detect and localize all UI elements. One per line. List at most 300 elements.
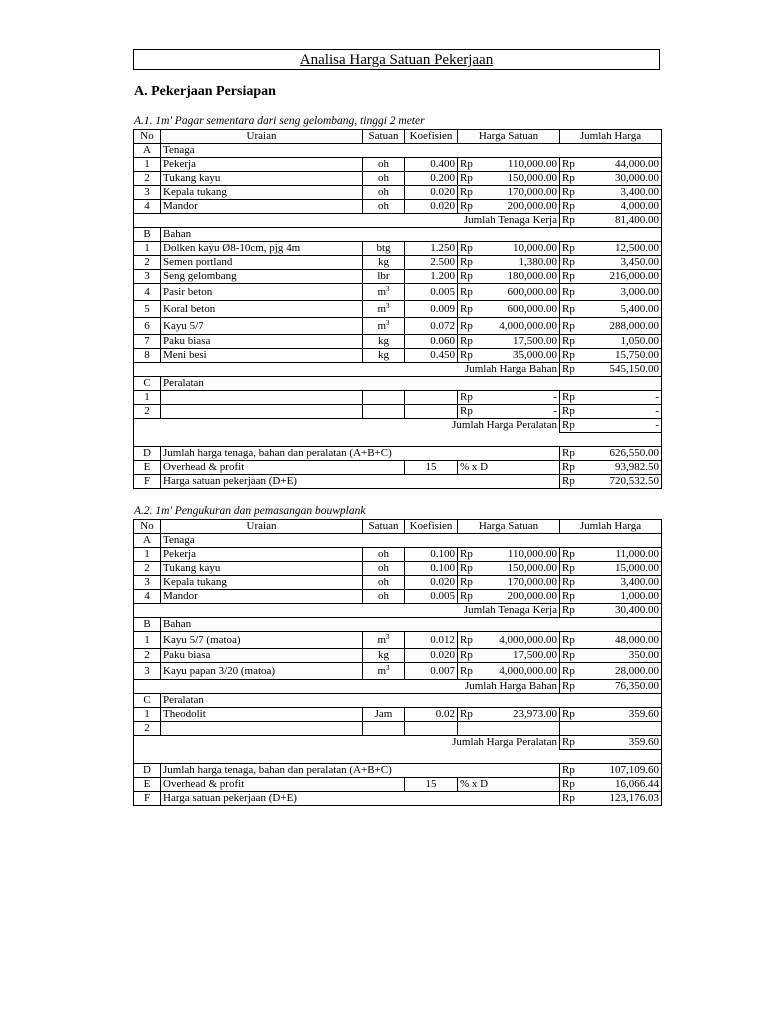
subtotal-label: Jumlah Tenaga Kerja: [161, 604, 560, 618]
table-row: [134, 391, 662, 405]
harga-value: 23,973.00: [513, 708, 557, 720]
summary-value: [560, 778, 662, 792]
currency-label: Rp: [562, 764, 575, 776]
summary-row-f: [134, 792, 662, 806]
item-satuan: [363, 722, 405, 736]
item-satuan-text: oh: [378, 158, 389, 170]
jumlah-value: -: [655, 405, 659, 417]
item-satuan-text: m: [377, 285, 387, 298]
item-satuan-text: m: [377, 319, 387, 332]
item-satuan: [363, 405, 405, 419]
item-koefisien: 0.007: [405, 663, 458, 680]
currency-label: Rp: [562, 256, 575, 268]
item-harga-satuan: [458, 335, 560, 349]
currency-label: Rp: [562, 302, 575, 315]
item-harga-satuan: [458, 722, 560, 736]
summary-label: Jumlah harga tenaga, bahan dan peralatan (A+B+C): [161, 764, 560, 778]
currency-label: Rp: [562, 363, 575, 375]
harga-value: 4,000,000.00: [499, 633, 557, 646]
jumlah-value: 216,000.00: [609, 270, 659, 282]
item-uraian: Theodolit: [161, 708, 363, 722]
item-jumlah-harga: [560, 632, 662, 649]
item-koefisien: 2.500: [405, 256, 458, 270]
item-satuan: [363, 576, 405, 590]
item-uraian: Semen portland: [161, 256, 363, 270]
harga-value: 110,000.00: [507, 548, 557, 560]
col-header-satuan: Satuan: [363, 520, 405, 534]
subtotal-amount: 545,150.00: [609, 363, 659, 375]
item-no: 2: [134, 256, 161, 270]
jumlah-value: -: [655, 391, 659, 403]
col-header-harga-satuan: Harga Satuan: [458, 130, 560, 144]
item-koefisien: 0.012: [405, 632, 458, 649]
item-no: 7: [134, 335, 161, 349]
currency-label: Rp: [562, 158, 575, 170]
summary-code: E: [134, 778, 161, 792]
item-harga-satuan: [458, 301, 560, 318]
item-no: 1: [134, 548, 161, 562]
summary-value: [560, 764, 662, 778]
harga-value: 150,000.00: [507, 172, 557, 184]
currency-label: Rp: [562, 778, 575, 790]
subtotal-amount: 81,400.00: [615, 214, 659, 226]
harga-value: 17,500.00: [513, 649, 557, 661]
jumlah-value: 4,000.00: [620, 200, 659, 212]
summary-label: Overhead & profit: [161, 778, 405, 792]
subtotal-amount: 30,400.00: [615, 604, 659, 616]
item-satuan-text: lbr: [377, 270, 390, 282]
col-header-uraian: Uraian: [161, 520, 363, 534]
subtotal-row: [134, 419, 662, 433]
harga-value: 1,380.00: [518, 256, 557, 268]
item-harga-satuan: [458, 391, 560, 405]
summary-value: [560, 461, 662, 475]
table-row: [134, 649, 662, 663]
jumlah-value: 359.60: [628, 708, 659, 720]
group-label: Peralatan: [161, 694, 662, 708]
item-koefisien: 1.250: [405, 242, 458, 256]
currency-label: Rp: [562, 562, 575, 574]
item-koefisien: 0.02: [405, 708, 458, 722]
item-no: 5: [134, 301, 161, 318]
subtotal-value: [560, 736, 662, 750]
item-no: 4: [134, 590, 161, 604]
item-satuan: [363, 335, 405, 349]
table-row: [134, 284, 662, 301]
item-no: 1: [134, 391, 161, 405]
unit-superscript: 3: [386, 301, 390, 310]
table-row: [134, 158, 662, 172]
group-code: B: [134, 618, 161, 632]
item-satuan: [363, 562, 405, 576]
item-harga-satuan: [458, 548, 560, 562]
subtotal-value: [560, 680, 662, 694]
a2-analysis-table: [133, 519, 662, 806]
group-code: A: [134, 534, 161, 548]
currency-label: Rp: [562, 242, 575, 254]
harga-value: -: [553, 391, 557, 403]
item-no: 2: [134, 562, 161, 576]
currency-label: Rp: [460, 708, 473, 720]
group-label: Tenaga: [161, 534, 662, 548]
item-uraian: Koral beton: [161, 301, 363, 318]
harga-value: 600,000.00: [507, 302, 557, 315]
item-koefisien: 0.020: [405, 576, 458, 590]
summary-code: F: [134, 475, 161, 489]
table-row: [134, 242, 662, 256]
a1-analysis-table: [133, 129, 662, 489]
item-koefisien: 0.020: [405, 186, 458, 200]
item-jumlah-harga: [560, 576, 662, 590]
col-header-harga-satuan: Harga Satuan: [458, 520, 560, 534]
table-row: [134, 562, 662, 576]
a1-caption: A.1. 1m' Pagar sementara dari seng gelombang, tinggi 2 meter: [134, 115, 425, 127]
item-uraian: [161, 722, 363, 736]
subtotal-value: [560, 214, 662, 228]
item-harga-satuan: [458, 349, 560, 363]
item-harga-satuan: [458, 284, 560, 301]
jumlah-value: 3,450.00: [620, 256, 659, 268]
summary-label: Harga satuan pekerjaan (D+E): [161, 475, 560, 489]
item-jumlah-harga: [560, 649, 662, 663]
currency-label: Rp: [562, 461, 575, 473]
currency-label: Rp: [460, 172, 473, 184]
item-jumlah-harga: [560, 548, 662, 562]
subtotal-value: [560, 419, 662, 433]
item-satuan-text: oh: [378, 548, 389, 560]
item-satuan: [363, 318, 405, 335]
item-harga-satuan: [458, 318, 560, 335]
harga-value: 170,000.00: [507, 576, 557, 588]
currency-label: Rp: [562, 576, 575, 588]
item-satuan-text: kg: [378, 349, 389, 361]
currency-label: Rp: [562, 708, 575, 720]
jumlah-value: 12,500.00: [615, 242, 659, 254]
currency-label: Rp: [460, 256, 473, 268]
item-satuan: [363, 301, 405, 318]
item-satuan-text: m: [377, 664, 387, 677]
item-uraian: [161, 391, 363, 405]
item-satuan: [363, 242, 405, 256]
subtotal-label: Jumlah Tenaga Kerja: [161, 214, 560, 228]
harga-value: 170,000.00: [507, 186, 557, 198]
subtotal-amount: 76,350.00: [615, 680, 659, 692]
table-row: [134, 172, 662, 186]
table-row: [134, 663, 662, 680]
item-jumlah-harga: [560, 708, 662, 722]
currency-label: Rp: [562, 590, 575, 602]
group-header: [134, 694, 662, 708]
jumlah-value: 3,000.00: [620, 285, 659, 298]
item-jumlah-harga: [560, 172, 662, 186]
currency-label: Rp: [460, 590, 473, 602]
a2-caption: A.2. 1m' Pengukuran dan pemasangan bouwplank: [134, 505, 366, 517]
group-label: Tenaga: [161, 144, 662, 158]
summary-row-d: [134, 447, 662, 461]
summary-row-e: [134, 778, 662, 792]
item-no: 4: [134, 200, 161, 214]
currency-label: Rp: [562, 604, 575, 616]
item-harga-satuan: [458, 405, 560, 419]
item-satuan: [363, 649, 405, 663]
currency-label: Rp: [562, 200, 575, 212]
unit-superscript: 3: [386, 318, 390, 327]
jumlah-value: 1,000.00: [620, 590, 659, 602]
item-koefisien: [405, 405, 458, 419]
table-row: [134, 200, 662, 214]
item-satuan: [363, 590, 405, 604]
item-no: 1: [134, 708, 161, 722]
harga-value: 4,000,000.00: [499, 319, 557, 332]
item-jumlah-harga: [560, 562, 662, 576]
item-satuan-text: oh: [378, 172, 389, 184]
currency-label: Rp: [460, 548, 473, 560]
jumlah-value: 48,000.00: [615, 633, 659, 646]
jumlah-value: 5,400.00: [620, 302, 659, 315]
item-jumlah-harga: [560, 722, 662, 736]
subtotal-value: [560, 604, 662, 618]
col-header-koefisien: Koefisien: [405, 130, 458, 144]
document-title: [133, 49, 660, 70]
item-uraian: Seng gelombang: [161, 270, 363, 284]
item-koefisien: 0.009: [405, 301, 458, 318]
group-header: [134, 228, 662, 242]
item-no: 6: [134, 318, 161, 335]
column-header-row: [134, 130, 662, 144]
item-no: 1: [134, 242, 161, 256]
harga-value: 17,500.00: [513, 335, 557, 347]
subtotal-label: Jumlah Harga Bahan: [161, 680, 560, 694]
currency-label: Rp: [562, 633, 575, 646]
currency-label: Rp: [460, 319, 473, 332]
overhead-unit: % x D: [458, 461, 560, 475]
item-no: 8: [134, 349, 161, 363]
currency-label: Rp: [562, 664, 575, 677]
overhead-percent: 15: [405, 778, 458, 792]
summary-label: Harga satuan pekerjaan (D+E): [161, 792, 560, 806]
item-no: 2: [134, 405, 161, 419]
section-title: A. Pekerjaan Persiapan: [134, 84, 276, 99]
currency-label: Rp: [562, 447, 575, 459]
item-koefisien: 0.072: [405, 318, 458, 335]
item-uraian: Paku biasa: [161, 335, 363, 349]
currency-label: Rp: [562, 475, 575, 487]
item-harga-satuan: [458, 562, 560, 576]
group-code: C: [134, 694, 161, 708]
item-koefisien: 0.450: [405, 349, 458, 363]
item-koefisien: 0.020: [405, 200, 458, 214]
item-satuan-text: oh: [378, 200, 389, 212]
currency-label: Rp: [460, 158, 473, 170]
item-jumlah-harga: [560, 391, 662, 405]
item-satuan-text: btg: [376, 242, 391, 254]
summary-amount: 720,532.50: [609, 475, 659, 487]
subtotal-row: [134, 363, 662, 377]
item-jumlah-harga: [560, 256, 662, 270]
item-koefisien: 1.200: [405, 270, 458, 284]
item-uraian: Kayu papan 3/20 (matoa): [161, 663, 363, 680]
item-satuan-text: m: [377, 302, 387, 315]
item-uraian: Mandor: [161, 200, 363, 214]
jumlah-value: 3,400.00: [620, 576, 659, 588]
item-no: 4: [134, 284, 161, 301]
item-uraian: Kayu 5/7 (matoa): [161, 632, 363, 649]
group-label: Bahan: [161, 618, 662, 632]
table-row: [134, 576, 662, 590]
currency-label: Rp: [460, 405, 473, 417]
item-satuan: [363, 158, 405, 172]
item-satuan: [363, 284, 405, 301]
subtotal-value: [560, 363, 662, 377]
summary-amount: 626,550.00: [609, 447, 659, 459]
item-jumlah-harga: [560, 200, 662, 214]
col-header-satuan: Satuan: [363, 130, 405, 144]
item-harga-satuan: [458, 186, 560, 200]
item-no: 1: [134, 158, 161, 172]
jumlah-value: 11,000.00: [615, 548, 659, 560]
currency-label: Rp: [460, 200, 473, 212]
subtotal-row: [134, 604, 662, 618]
table-row: [134, 186, 662, 200]
jumlah-value: 3,400.00: [620, 186, 659, 198]
currency-label: Rp: [562, 214, 575, 226]
item-uraian: Kepala tukang: [161, 186, 363, 200]
item-jumlah-harga: [560, 284, 662, 301]
jumlah-value: 28,000.00: [615, 664, 659, 677]
summary-amount: 16,066.44: [615, 778, 659, 790]
jumlah-value: 15,750.00: [615, 349, 659, 361]
item-satuan-text: kg: [378, 256, 389, 268]
summary-code: F: [134, 792, 161, 806]
item-uraian: Mandor: [161, 590, 363, 604]
item-jumlah-harga: [560, 158, 662, 172]
currency-label: Rp: [460, 302, 473, 315]
item-koefisien: 0.100: [405, 548, 458, 562]
currency-label: Rp: [562, 349, 575, 361]
subtotal-row: [134, 214, 662, 228]
item-harga-satuan: [458, 632, 560, 649]
item-satuan: [363, 186, 405, 200]
item-koefisien: 0.200: [405, 172, 458, 186]
currency-label: Rp: [562, 186, 575, 198]
currency-label: Rp: [562, 419, 575, 431]
item-jumlah-harga: [560, 318, 662, 335]
group-header: [134, 144, 662, 158]
currency-label: Rp: [562, 270, 575, 282]
item-harga-satuan: [458, 200, 560, 214]
currency-label: Rp: [460, 270, 473, 282]
currency-label: Rp: [460, 649, 473, 661]
table-row: [134, 256, 662, 270]
subtotal-row: [134, 680, 662, 694]
group-header: [134, 377, 662, 391]
item-koefisien: 0.100: [405, 562, 458, 576]
currency-label: Rp: [562, 649, 575, 661]
item-koefisien: 0.400: [405, 158, 458, 172]
item-no: 3: [134, 576, 161, 590]
currency-label: Rp: [460, 576, 473, 588]
table-row: [134, 270, 662, 284]
currency-label: Rp: [460, 664, 473, 677]
currency-label: Rp: [460, 349, 473, 361]
subtotal-label: Jumlah Harga Peralatan: [161, 736, 560, 750]
harga-value: 600,000.00: [507, 285, 557, 298]
item-harga-satuan: [458, 172, 560, 186]
jumlah-value: 350.00: [628, 649, 659, 661]
item-uraian: Meni besi: [161, 349, 363, 363]
spacer-row: [134, 433, 662, 447]
item-uraian: Kepala tukang: [161, 576, 363, 590]
item-koefisien: [405, 722, 458, 736]
group-code: A: [134, 144, 161, 158]
item-satuan-text: kg: [378, 335, 389, 347]
item-harga-satuan: [458, 256, 560, 270]
item-satuan: [363, 200, 405, 214]
item-no: 2: [134, 172, 161, 186]
item-satuan: [363, 270, 405, 284]
item-satuan-text: oh: [378, 576, 389, 588]
col-header-jumlah-harga: Jumlah Harga: [560, 520, 662, 534]
currency-label: Rp: [460, 186, 473, 198]
harga-value: 150,000.00: [507, 562, 557, 574]
table-row: [134, 349, 662, 363]
item-koefisien: 0.005: [405, 590, 458, 604]
item-jumlah-harga: [560, 349, 662, 363]
harga-value: -: [553, 405, 557, 417]
item-satuan: [363, 172, 405, 186]
summary-row-d: [134, 764, 662, 778]
currency-label: Rp: [562, 285, 575, 298]
harga-value: 35,000.00: [513, 349, 557, 361]
currency-label: Rp: [562, 736, 575, 748]
harga-value: 10,000.00: [513, 242, 557, 254]
document-title-text: Analisa Harga Satuan Pekerjaan: [299, 52, 494, 68]
item-uraian: Tukang kayu: [161, 172, 363, 186]
summary-label: Overhead & profit: [161, 461, 405, 475]
item-satuan-text: oh: [378, 590, 389, 602]
item-no: 1: [134, 632, 161, 649]
col-header-koefisien: Koefisien: [405, 520, 458, 534]
currency-label: Rp: [460, 335, 473, 347]
subtotal-amount: 359.60: [628, 736, 659, 748]
item-jumlah-harga: [560, 270, 662, 284]
item-uraian: Pasir beton: [161, 284, 363, 301]
item-satuan-text: oh: [378, 186, 389, 198]
item-harga-satuan: [458, 576, 560, 590]
item-no: 2: [134, 722, 161, 736]
item-satuan-text: Jam: [374, 708, 393, 720]
unit-superscript: 3: [386, 284, 390, 293]
unit-superscript: 3: [386, 632, 390, 641]
item-uraian: [161, 405, 363, 419]
item-koefisien: [405, 391, 458, 405]
group-code: B: [134, 228, 161, 242]
jumlah-value: 44,000.00: [615, 158, 659, 170]
table-row: [134, 301, 662, 318]
group-code: C: [134, 377, 161, 391]
subtotal-row: [134, 736, 662, 750]
table-row: [134, 548, 662, 562]
summary-row-f: [134, 475, 662, 489]
item-uraian: Tukang kayu: [161, 562, 363, 576]
item-jumlah-harga: [560, 590, 662, 604]
table-row: [134, 722, 662, 736]
summary-code: D: [134, 447, 161, 461]
item-harga-satuan: [458, 242, 560, 256]
item-uraian: Paku biasa: [161, 649, 363, 663]
item-jumlah-harga: [560, 186, 662, 200]
table-row: [134, 632, 662, 649]
